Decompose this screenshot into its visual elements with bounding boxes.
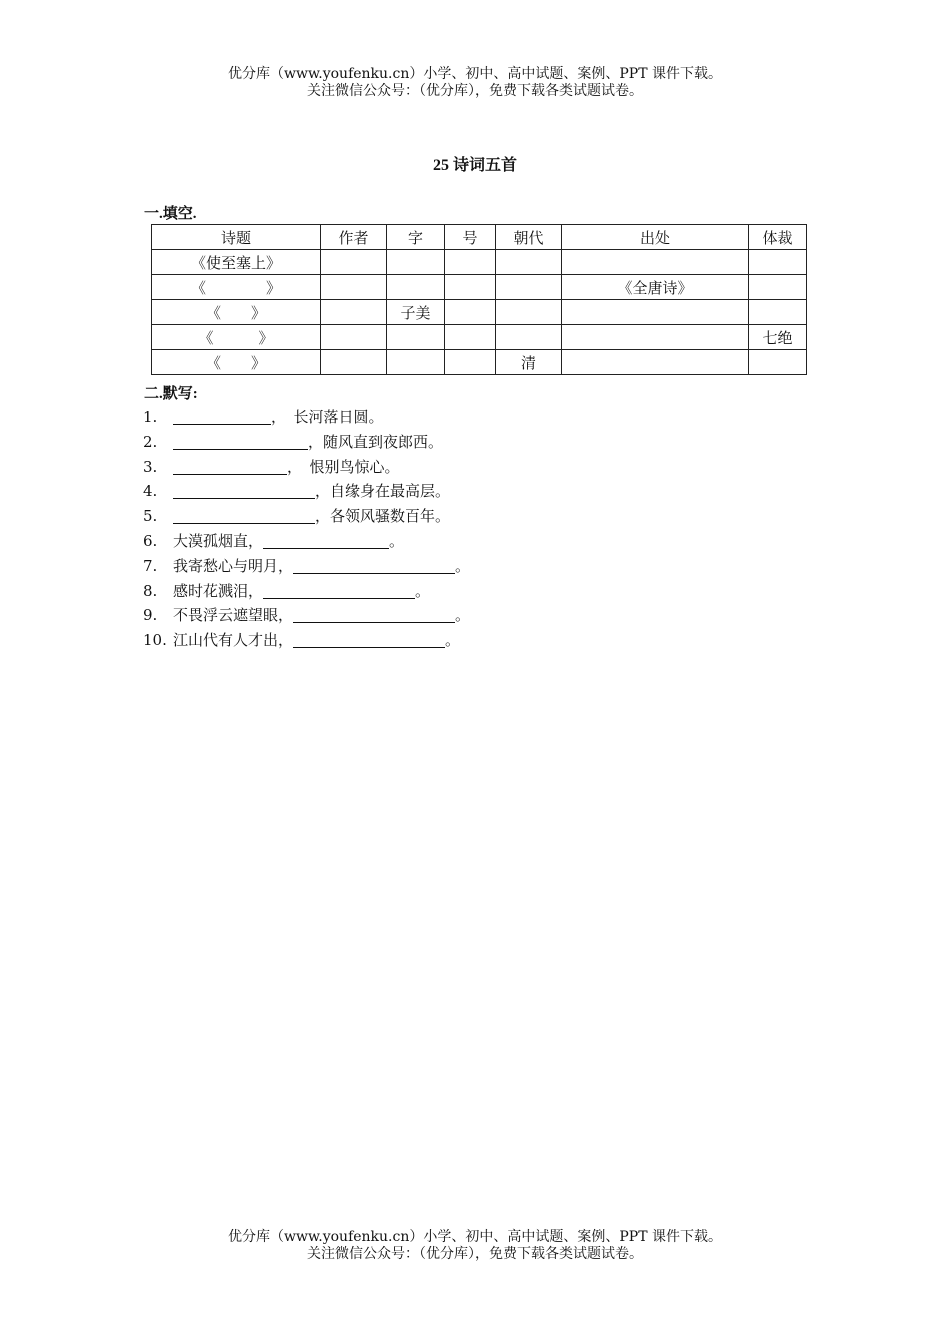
item-number: 10. xyxy=(143,631,167,650)
column-header: 字 xyxy=(387,225,445,250)
table-cell xyxy=(387,250,445,275)
item-number: 7. xyxy=(143,556,158,575)
item-suffix: ， 恨别鸟惊心。 xyxy=(287,457,400,476)
item-suffix: ，随风直到夜郎西。 xyxy=(308,432,444,451)
list-item xyxy=(143,579,470,604)
item-number: 9. xyxy=(143,606,158,625)
list-item xyxy=(143,430,470,455)
table-cell xyxy=(749,300,807,325)
table-cell xyxy=(445,325,496,350)
poem-table xyxy=(151,224,807,375)
table-cell xyxy=(321,275,387,300)
column-header: 体裁 xyxy=(749,225,807,250)
answer-blank[interactable] xyxy=(263,532,389,549)
item-suffix: ，各领风骚数百年。 xyxy=(315,507,451,526)
list-item xyxy=(143,405,470,430)
item-prefix: 不畏浮云遮望眼， xyxy=(173,606,294,625)
footer-line-2: 关注微信公众号：（优分库），免费下载各类试题试卷。 xyxy=(307,1246,643,1262)
answer-blank[interactable] xyxy=(173,482,315,499)
table-cell xyxy=(496,275,562,300)
item-number: 3. xyxy=(143,457,158,476)
table-row xyxy=(152,300,807,325)
answer-blank[interactable] xyxy=(173,458,287,475)
item-suffix: 。 xyxy=(445,631,461,650)
table-cell xyxy=(749,350,807,375)
answer-blank[interactable] xyxy=(173,433,308,450)
table-cell: 《 》 xyxy=(152,350,321,375)
item-number: 2. xyxy=(143,432,158,451)
header-line-1: 优分库（www.youfenku.cn）小学、初中、高中试题、案例、PPT 课件下载。 xyxy=(227,66,722,82)
item-suffix: ，自缘身在最高层。 xyxy=(315,482,451,501)
list-item xyxy=(143,554,470,579)
answer-blank[interactable] xyxy=(293,606,455,623)
answer-blank[interactable] xyxy=(173,408,271,425)
answer-blank[interactable] xyxy=(293,557,455,574)
table-cell xyxy=(387,325,445,350)
answer-blank[interactable] xyxy=(173,507,315,524)
item-prefix: 江山代有人才出， xyxy=(173,631,294,650)
page-title: 25 诗词五首 xyxy=(432,157,517,174)
table-cell xyxy=(445,250,496,275)
list-item xyxy=(143,455,470,480)
column-header: 出处 xyxy=(562,225,749,250)
table-cell: 《 》 xyxy=(152,275,321,300)
table-cell xyxy=(321,300,387,325)
column-header: 号 xyxy=(445,225,496,250)
column-header: 诗题 xyxy=(152,225,321,250)
table-cell xyxy=(496,300,562,325)
table-cell xyxy=(749,250,807,275)
table-cell: 清 xyxy=(496,350,562,375)
item-number: 5. xyxy=(143,507,158,526)
table-cell xyxy=(387,350,445,375)
list-item xyxy=(143,479,470,504)
answer-blank[interactable] xyxy=(263,582,415,599)
list-item xyxy=(143,504,470,529)
answer-blank[interactable] xyxy=(293,631,445,648)
item-number: 1. xyxy=(143,408,158,426)
section-2-heading: 二.默写: xyxy=(144,386,198,402)
table-cell: 《 》 xyxy=(152,300,321,325)
table-row xyxy=(152,250,807,275)
footer-line-1: 优分库（www.youfenku.cn）小学、初中、高中试题、案例、PPT 课件下载。 xyxy=(227,1229,722,1245)
table-row xyxy=(152,325,807,350)
table-cell xyxy=(387,275,445,300)
dictation-list xyxy=(143,405,470,653)
item-prefix: 我寄愁心与明月， xyxy=(173,556,294,575)
table-cell xyxy=(321,250,387,275)
section-1-heading: 一.填空. xyxy=(144,206,197,222)
table-cell xyxy=(321,325,387,350)
column-header: 朝代 xyxy=(496,225,562,250)
table-cell xyxy=(562,300,749,325)
table-cell xyxy=(749,275,807,300)
table-row xyxy=(152,350,807,375)
list-item xyxy=(143,603,470,628)
table-cell xyxy=(321,350,387,375)
list-item xyxy=(143,628,470,653)
table-cell: 子美 xyxy=(387,300,445,325)
item-prefix: 感时花溅泪， xyxy=(173,581,264,600)
list-item xyxy=(143,529,470,554)
table-cell xyxy=(496,250,562,275)
item-suffix: 。 xyxy=(455,556,471,575)
table-cell xyxy=(445,275,496,300)
table-cell xyxy=(445,300,496,325)
table-cell: 七绝 xyxy=(749,325,807,350)
table-cell: 《使至塞上》 xyxy=(152,250,321,275)
table-cell xyxy=(562,350,749,375)
item-suffix: 。 xyxy=(415,581,431,600)
page-header xyxy=(0,66,950,100)
item-number: 8. xyxy=(143,581,158,600)
item-suffix: 。 xyxy=(389,531,405,550)
table-row xyxy=(152,275,807,300)
table-cell: 《 》 xyxy=(152,325,321,350)
page-footer xyxy=(0,1229,950,1263)
table-header-row xyxy=(152,225,807,250)
item-number: 6. xyxy=(143,531,158,550)
item-suffix: 。 xyxy=(455,606,471,625)
table-cell xyxy=(496,325,562,350)
header-line-2: 关注微信公众号：（优分库），免费下载各类试题试卷。 xyxy=(307,83,643,99)
item-number: 4. xyxy=(143,482,158,501)
table-cell xyxy=(562,325,749,350)
table-cell: 《全唐诗》 xyxy=(562,275,749,300)
item-suffix: ， 长河落日圆。 xyxy=(271,408,384,426)
table-cell xyxy=(562,250,749,275)
item-prefix: 大漠孤烟直， xyxy=(173,531,264,550)
table-cell xyxy=(445,350,496,375)
column-header: 作者 xyxy=(321,225,387,250)
